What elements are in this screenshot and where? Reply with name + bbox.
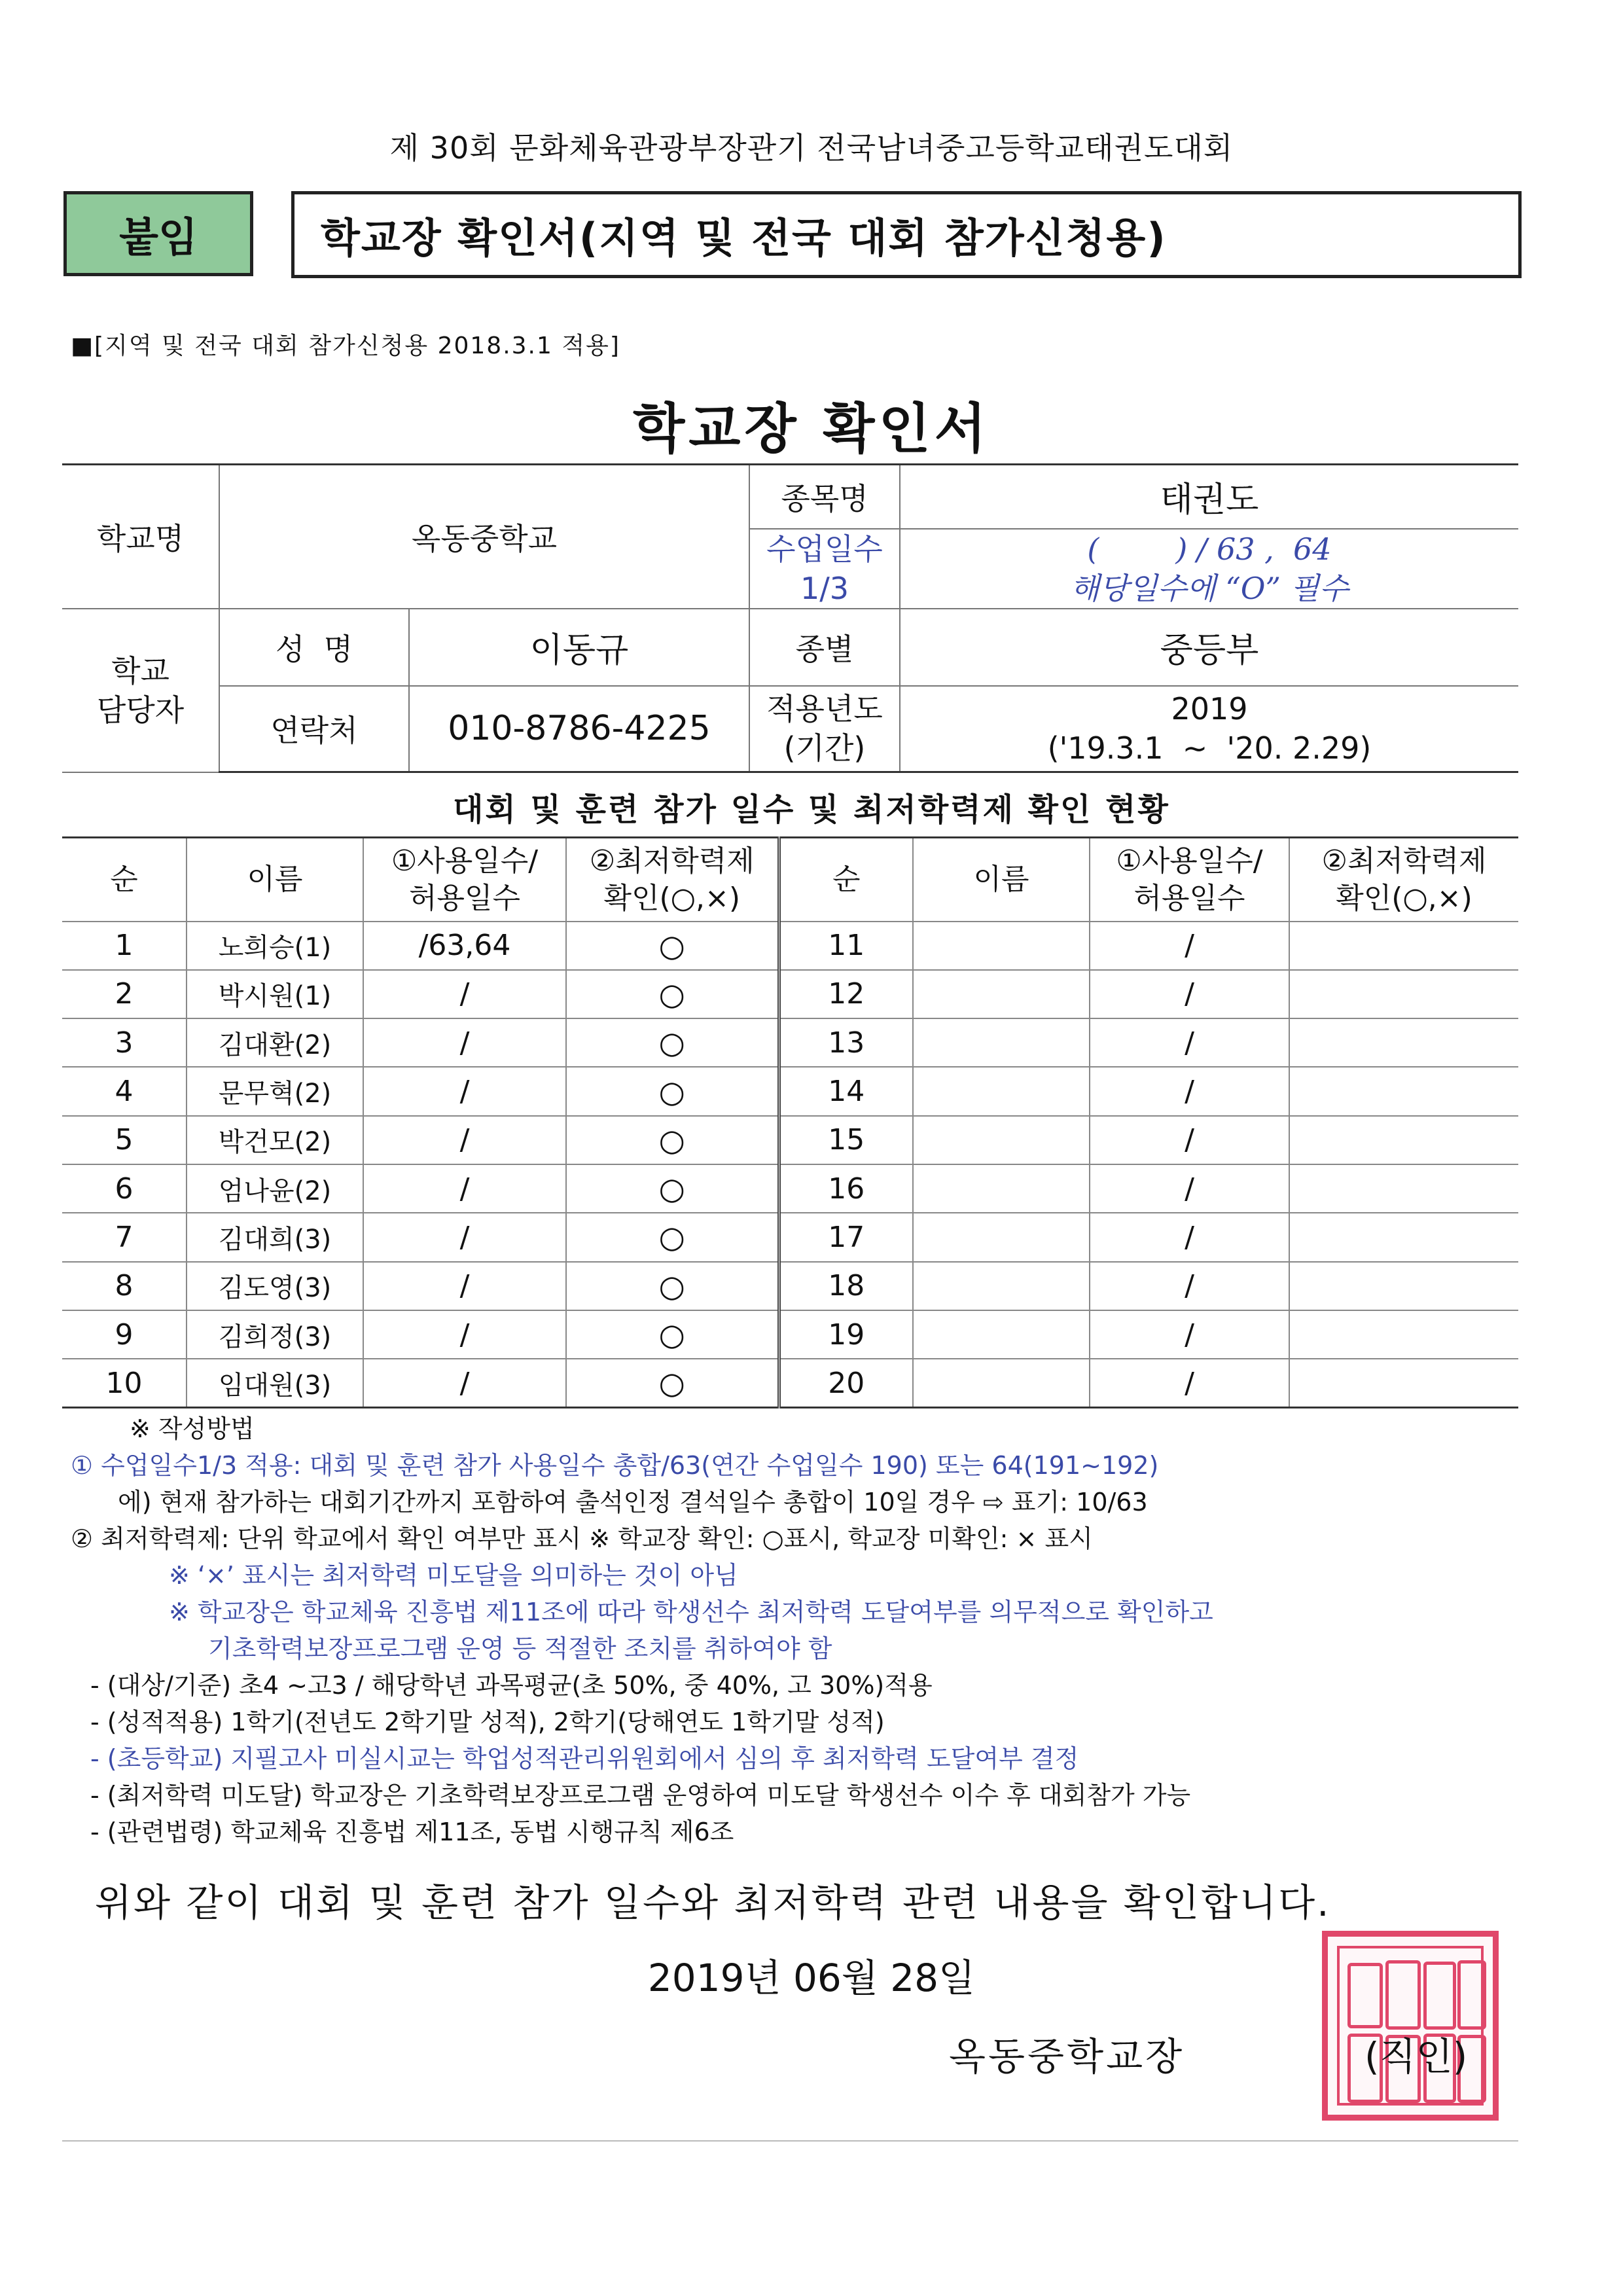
staff-label: [62, 609, 219, 772]
year-label-line2: (기간): [783, 730, 866, 766]
col-no-right: 순: [779, 838, 913, 922]
sport-value: 태권도: [900, 465, 1518, 529]
row-no: 13: [779, 1018, 913, 1067]
row-no: 18: [779, 1262, 913, 1310]
year-label: [749, 686, 900, 772]
year-value: [900, 686, 1518, 772]
row-days: /: [363, 1359, 566, 1407]
row-name: 김도영(3): [187, 1262, 363, 1310]
note-1b: 에) 현재 참가하는 대회기간까지 포함하여 출석인정 결석일수 총합이 10일 경우 ⇨ 표기: 10/63: [118, 1488, 1148, 1516]
row-no: 4: [62, 1067, 187, 1115]
row-name: [913, 922, 1090, 970]
page-title: 학교장 확인서: [633, 398, 990, 460]
row-no: 11: [779, 922, 913, 970]
row-no: 14: [779, 1067, 913, 1115]
table-row: [62, 1262, 1518, 1310]
attach-label: 붙임: [63, 191, 253, 276]
note-1a: ① 수업일수1/3 적용: 대회 및 훈련 참가 사용일수 총합/63(연간 수업일수 190) 또는 64(191~192): [71, 1451, 1159, 1480]
row-days: /: [363, 1262, 566, 1310]
col-days-right: [1090, 838, 1289, 922]
row-no: 8: [62, 1262, 187, 1310]
sport-label: 종목명: [749, 465, 900, 529]
row-name: [913, 1067, 1090, 1115]
doc-title: 학교장 확인서(지역 및 전국 대회 참가신청용): [291, 191, 1522, 278]
row-check: ○: [566, 1067, 779, 1115]
row-days: /: [1090, 1213, 1289, 1261]
row-check: [1289, 970, 1518, 1018]
event-title: 제 30회 문화체육관광부장관기 전국남녀중고등학교태권도대회: [389, 130, 1234, 166]
row-name: 엄나윤(2): [187, 1164, 363, 1213]
row-check: [1289, 922, 1518, 970]
name-value: 이동규: [409, 609, 749, 686]
contact-value: 010-8786-4225: [409, 686, 749, 772]
row-no: 7: [62, 1213, 187, 1261]
row-days: /: [363, 1116, 566, 1164]
note-4a: ※ 학교장은 학교체육 진흥법 제11조에 따라 학생선수 최저학력 도달여부를 의무적으로 확인하고: [169, 1598, 1213, 1626]
row-name: [913, 1018, 1090, 1067]
school-value: 옥동중학교: [219, 465, 749, 609]
row-days: /63,64: [363, 922, 566, 970]
detail-1: - (대상/기준) 초4 ~고3 / 해당학년 과목평균(초 50%, 중 40%, 고 30%)적용: [90, 1671, 933, 1700]
col-days-line1: ①사용일수/: [391, 844, 539, 878]
row-check: ○: [566, 922, 779, 970]
days-value: [900, 529, 1518, 609]
table-row: [62, 1067, 1518, 1115]
days-label-line1: 수업일수: [766, 531, 883, 567]
row-name: 임대원(3): [187, 1359, 363, 1407]
division-value: 중등부: [900, 609, 1518, 686]
row-days: /: [1090, 922, 1289, 970]
col-name: 이름: [187, 838, 363, 922]
detail-3: - (초등학교) 지필고사 미실시교는 학업성적관리위원회에서 심의 후 최저학력 도달여부 결정: [90, 1744, 1079, 1773]
note-4b: 기초학력보장프로그램 운영 등 적절한 조치를 취하여야 함: [208, 1634, 832, 1663]
row-check: [1289, 1067, 1518, 1115]
row-name: [913, 1359, 1090, 1407]
row-name: 문무혁(2): [187, 1067, 363, 1115]
row-check: ○: [566, 970, 779, 1018]
row-days: /: [1090, 1262, 1289, 1310]
row-days: /: [1090, 970, 1289, 1018]
row-name: 김대환(2): [187, 1018, 363, 1067]
table-row: [62, 1359, 1518, 1407]
row-check: ○: [566, 1310, 779, 1359]
table-row: [62, 1213, 1518, 1261]
row-no: 19: [779, 1310, 913, 1359]
status-title: 대회 및 훈련 참가 일수 및 최저학력제 확인 현황: [453, 791, 1170, 828]
col-check-line1: ②최저학력제: [589, 844, 755, 878]
detail-4: - (최저학력 미도달) 학교장은 기초학력보장프로그램 운영하여 미도달 학생선수 이수 후 대회참가 가능: [90, 1781, 1191, 1810]
roster-table: [62, 836, 1518, 1408]
table-row: [62, 922, 1518, 970]
detail-5: - (관련법령) 학교체육 진흥법 제11조, 동법 시행규칙 제6조: [90, 1818, 734, 1846]
row-no: 2: [62, 970, 187, 1018]
table-row: [62, 1310, 1518, 1359]
confirm-date: 2019년 06월 28일: [647, 1956, 976, 2000]
table-row: [62, 1164, 1518, 1213]
bottom-divider: [62, 2140, 1518, 2142]
row-name: [913, 1310, 1090, 1359]
row-no: 15: [779, 1116, 913, 1164]
division-label: 종별: [749, 609, 900, 686]
row-days: /: [1090, 1018, 1289, 1067]
school-label: 학교명: [62, 465, 219, 609]
row-days: /: [1090, 1359, 1289, 1407]
row-name: 김대희(3): [187, 1213, 363, 1261]
row-check: [1289, 1164, 1518, 1213]
applied-note: ■[지역 및 전국 대회 참가신청용 2018.3.1 적용]: [71, 332, 620, 359]
info-table: [62, 463, 1518, 773]
note-2: ② 최저학력제: 단위 학교에서 확인 여부만 표시 ※ 학교장 확인: ○표시, 학교장 미확인: × 표시: [71, 1524, 1093, 1553]
seal-glyph: [1385, 1960, 1421, 2030]
table-row: [62, 970, 1518, 1018]
table-row: [62, 1116, 1518, 1164]
row-days: /: [1090, 1310, 1289, 1359]
row-check: [1289, 1310, 1518, 1359]
row-name: [913, 970, 1090, 1018]
col-check-right-line1: ②최저학력제: [1321, 844, 1487, 878]
days-value-line1: ( ) / 63 , 64: [1087, 531, 1332, 567]
year-label-line1: 적용년도: [766, 691, 883, 727]
row-check: [1289, 1359, 1518, 1407]
days-label: [749, 529, 900, 609]
row-check: ○: [566, 1164, 779, 1213]
row-check: [1289, 1018, 1518, 1067]
col-check-line2: 확인(○,×): [603, 881, 741, 915]
row-days: /: [363, 1310, 566, 1359]
row-check: ○: [566, 1213, 779, 1261]
row-no: 6: [62, 1164, 187, 1213]
row-days: /: [1090, 1164, 1289, 1213]
staff-label-line1: 학교: [111, 653, 169, 689]
days-label-line2: 1/3: [800, 570, 849, 606]
row-name: 박시원(1): [187, 970, 363, 1018]
detail-2: - (성적적용) 1학기(전년도 2학기말 성적), 2학기(당해연도 1학기말 성적): [90, 1708, 885, 1736]
row-check: ○: [566, 1116, 779, 1164]
col-check: [566, 838, 779, 922]
row-days: /: [363, 1018, 566, 1067]
col-no: 순: [62, 838, 187, 922]
row-check: ○: [566, 1018, 779, 1067]
year-value-line2: ('19.3.1 ~ '20. 2.29): [1047, 730, 1372, 766]
days-value-line2: 해당일수에 “O” 필수: [1070, 570, 1349, 606]
col-check-right-line2: 확인(○,×): [1336, 881, 1472, 915]
row-no: 1: [62, 922, 187, 970]
row-name: [913, 1116, 1090, 1164]
name-label: 성 명: [219, 609, 409, 686]
row-name: 노희승(1): [187, 922, 363, 970]
contact-label: 연락처: [219, 686, 409, 772]
note-3: ※ ‘×’ 표시는 최저학력 미도달을 의미하는 것이 아님: [169, 1561, 738, 1590]
notes-title: ※ 작성방법: [130, 1414, 255, 1443]
row-no: 20: [779, 1359, 913, 1407]
row-no: 17: [779, 1213, 913, 1261]
principal-title: 옥동중학교장: [949, 2034, 1185, 2079]
col-days-right-line1: ①사용일수/: [1116, 844, 1263, 878]
row-days: /: [363, 1213, 566, 1261]
row-no: 12: [779, 970, 913, 1018]
row-check: [1289, 1262, 1518, 1310]
seal-label: (직인): [1364, 2034, 1468, 2079]
row-check: [1289, 1213, 1518, 1261]
row-days: /: [1090, 1116, 1289, 1164]
row-check: ○: [566, 1359, 779, 1407]
row-no: 10: [62, 1359, 187, 1407]
row-days: /: [1090, 1067, 1289, 1115]
row-days: /: [363, 1164, 566, 1213]
col-days: [363, 838, 566, 922]
row-no: 9: [62, 1310, 187, 1359]
row-check: [1289, 1116, 1518, 1164]
col-days-right-line2: 허용일수: [1133, 881, 1245, 915]
confirm-statement: 위와 같이 대회 및 훈련 참가 일수와 최저학력 관련 내용을 확인합니다.: [95, 1880, 1331, 1925]
row-no: 16: [779, 1164, 913, 1213]
notes: [71, 1410, 1543, 1850]
year-value-line1: 2019: [1171, 691, 1248, 727]
row-days: /: [363, 1067, 566, 1115]
seal-glyph: [1347, 1963, 1383, 2028]
row-name: [913, 1213, 1090, 1261]
row-days: /: [363, 970, 566, 1018]
row-name: [913, 1262, 1090, 1310]
row-no: 3: [62, 1018, 187, 1067]
row-name: 김희정(3): [187, 1310, 363, 1359]
seal-glyph: [1457, 1960, 1486, 2030]
seal-glyph: [1423, 1962, 1456, 2030]
staff-label-line2: 담당자: [96, 692, 185, 728]
row-name: 박건모(2): [187, 1116, 363, 1164]
table-row: [62, 1018, 1518, 1067]
col-days-line2: 허용일수: [408, 881, 520, 915]
col-name-right: 이름: [913, 838, 1090, 922]
row-check: ○: [566, 1262, 779, 1310]
row-name: [913, 1164, 1090, 1213]
col-check-right: [1289, 838, 1518, 922]
row-no: 5: [62, 1116, 187, 1164]
